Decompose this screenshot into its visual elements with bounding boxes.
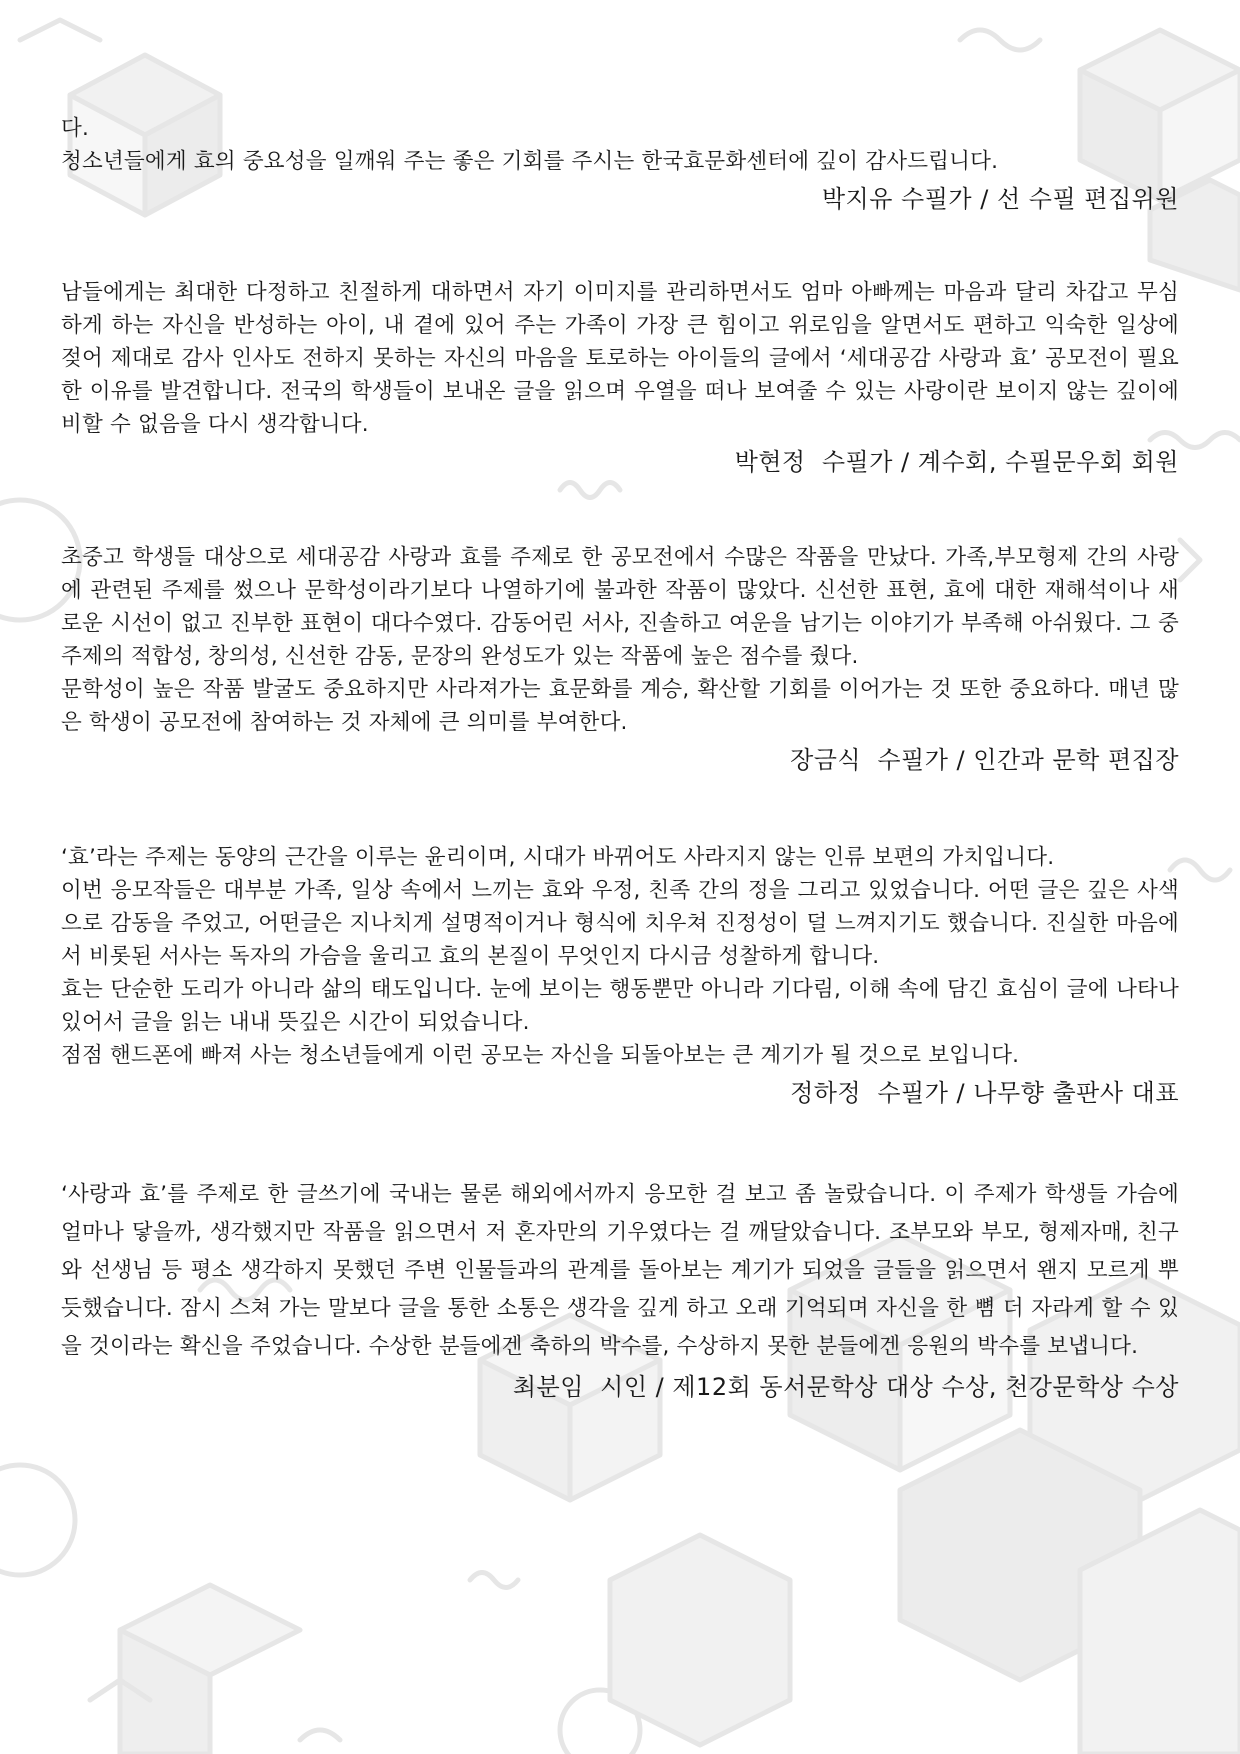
review-paragraph: ‘사랑과 효’를 주제로 한 글쓰기에 국내는 물론 해외에서까지 응모한 걸 보고 좀 놀랐습니다. 이 주제가 학생들 가슴에 얼마나 닿을까, 생각했지만 작품을 읽으면서 저 혼자만의 기우였다는 걸 깨달았습니다. 조부모와 부모, 형제자매, 친구와 선생님 등 평소 생각하지 못했던 주변 인물들과의 관계를 돌아보는 계기가 되었을 글들을 읽으면서 왠지 모르게 뿌듯했습니다. 잠시 스쳐 가는 말보다 글을 통한 소통은 생각을 깊게 하고 오래 기억되며 자신을 한 뼘 더 자라게 할 수 있을 것이라는 확신을 주었습니다. 수상한 분들에겐 축하의 박수를, 수상하지 못한 분들에겐 응원의 박수를 보냅니다.: [61, 1182, 1179, 1359]
reviewer-signature: 박지유 수필가 / 선 수필 편집위원: [821, 185, 1179, 213]
document-body: [61, 112, 1179, 1406]
review-section-5: [61, 1176, 1179, 1406]
review-section-4: [61, 841, 1179, 1112]
review-section-1: [61, 112, 1179, 218]
review-section-2: [61, 276, 1179, 481]
review-paragraph: 문학성이 높은 작품 발굴도 중요하지만 사라져가는 효문화를 계승, 확산할 기회를 이어가는 것 또한 중요하다. 매년 많은 학생이 공모전에 참여하는 것 자체에 큰 의미를 부여한다.: [61, 677, 1179, 735]
reviewer-signature: 정하정 수필가 / 나무향 출판사 대표: [790, 1079, 1179, 1107]
review-paragraph: ‘효’라는 주제는 동양의 근간을 이루는 윤리이며, 시대가 바뀌어도 사라지지 않는 인류 보편의 가치입니다.: [61, 845, 1055, 870]
reviewer-signature: 박현정 수필가 / 계수회, 수필문우회 회원: [734, 448, 1179, 476]
review-section-3: [61, 541, 1179, 779]
reviewer-signature: 장금식 수필가 / 인간과 문학 편집장: [790, 746, 1179, 774]
review-paragraph: 효는 단순한 도리가 아니라 삶의 태도입니다. 눈에 보이는 행동뿐만 아니라 기다림, 이해 속에 담긴 효심이 글에 나타나 있어서 글을 읽는 내내 뜻깊은 시간이 되었습니다.: [61, 977, 1179, 1035]
review-paragraph: 남들에게는 최대한 다정하고 친절하게 대하면서 자기 이미지를 관리하면서도 엄마 아빠께는 마음과 달리 차갑고 무심하게 하는 자신을 반성하는 아이, 내 곁에 있어 주는 가족이 가장 큰 힘이고 위로임을 알면서도 편하고 익숙한 일상에 젖어 제대로 감사 인사도 전하지 못하는 자신의 마음을 토로하는 아이들의 글에서 ‘세대공감 사랑과 효’ 공모전이 필요한 이유를 발견합니다. 전국의 학생들이 보내온 글을 읽으며 우열을 떠나 보여줄 수 있는 사랑이란 보이지 않는 깊이에 비할 수 없음을 다시 생각합니다.: [61, 280, 1179, 437]
reviewer-signature: 최분임 시인 / 제12회 동서문학상 대상 수상, 천강문학상 수상: [512, 1373, 1179, 1401]
review-paragraph: 다.: [61, 116, 90, 141]
review-paragraph: 초중고 학생들 대상으로 세대공감 사랑과 효를 주제로 한 공모전에서 수많은 작품을 만났다. 가족,부모형제 간의 사랑에 관련된 주제를 썼으나 문학성이라기보다 나열하기에 불과한 작품이 많았다. 신선한 표현, 효에 대한 재해석이나 새로운 시선이 없고 진부한 표현이 대다수였다. 감동어린 서사, 진솔하고 여운을 남기는 이야기가 부족해 아쉬웠다. 그 중 주제의 적합성, 창의성, 신선한 감동, 문장의 완성도가 있는 작품에 높은 점수를 줬다.: [61, 545, 1179, 669]
review-paragraph: 점점 핸드폰에 빠져 사는 청소년들에게 이런 공모는 자신을 되돌아보는 큰 계기가 될 것으로 보입니다.: [61, 1043, 1020, 1068]
review-paragraph: 이번 응모작들은 대부분 가족, 일상 속에서 느끼는 효와 우정, 친족 간의 정을 그리고 있었습니다. 어떤 글은 깊은 사색으로 감동을 주었고, 어떤글은 지나치게 설명적이거나 형식에 치우쳐 진정성이 덜 느껴지기도 했습니다. 진실한 마음에서 비롯된 서사는 독자의 가슴을 울리고 효의 본질이 무엇인지 다시금 성찰하게 합니다.: [61, 878, 1179, 969]
review-paragraph: 청소년들에게 효의 중요성을 일깨워 주는 좋은 기회를 주시는 한국효문화센터에 깊이 감사드립니다.: [61, 149, 999, 174]
